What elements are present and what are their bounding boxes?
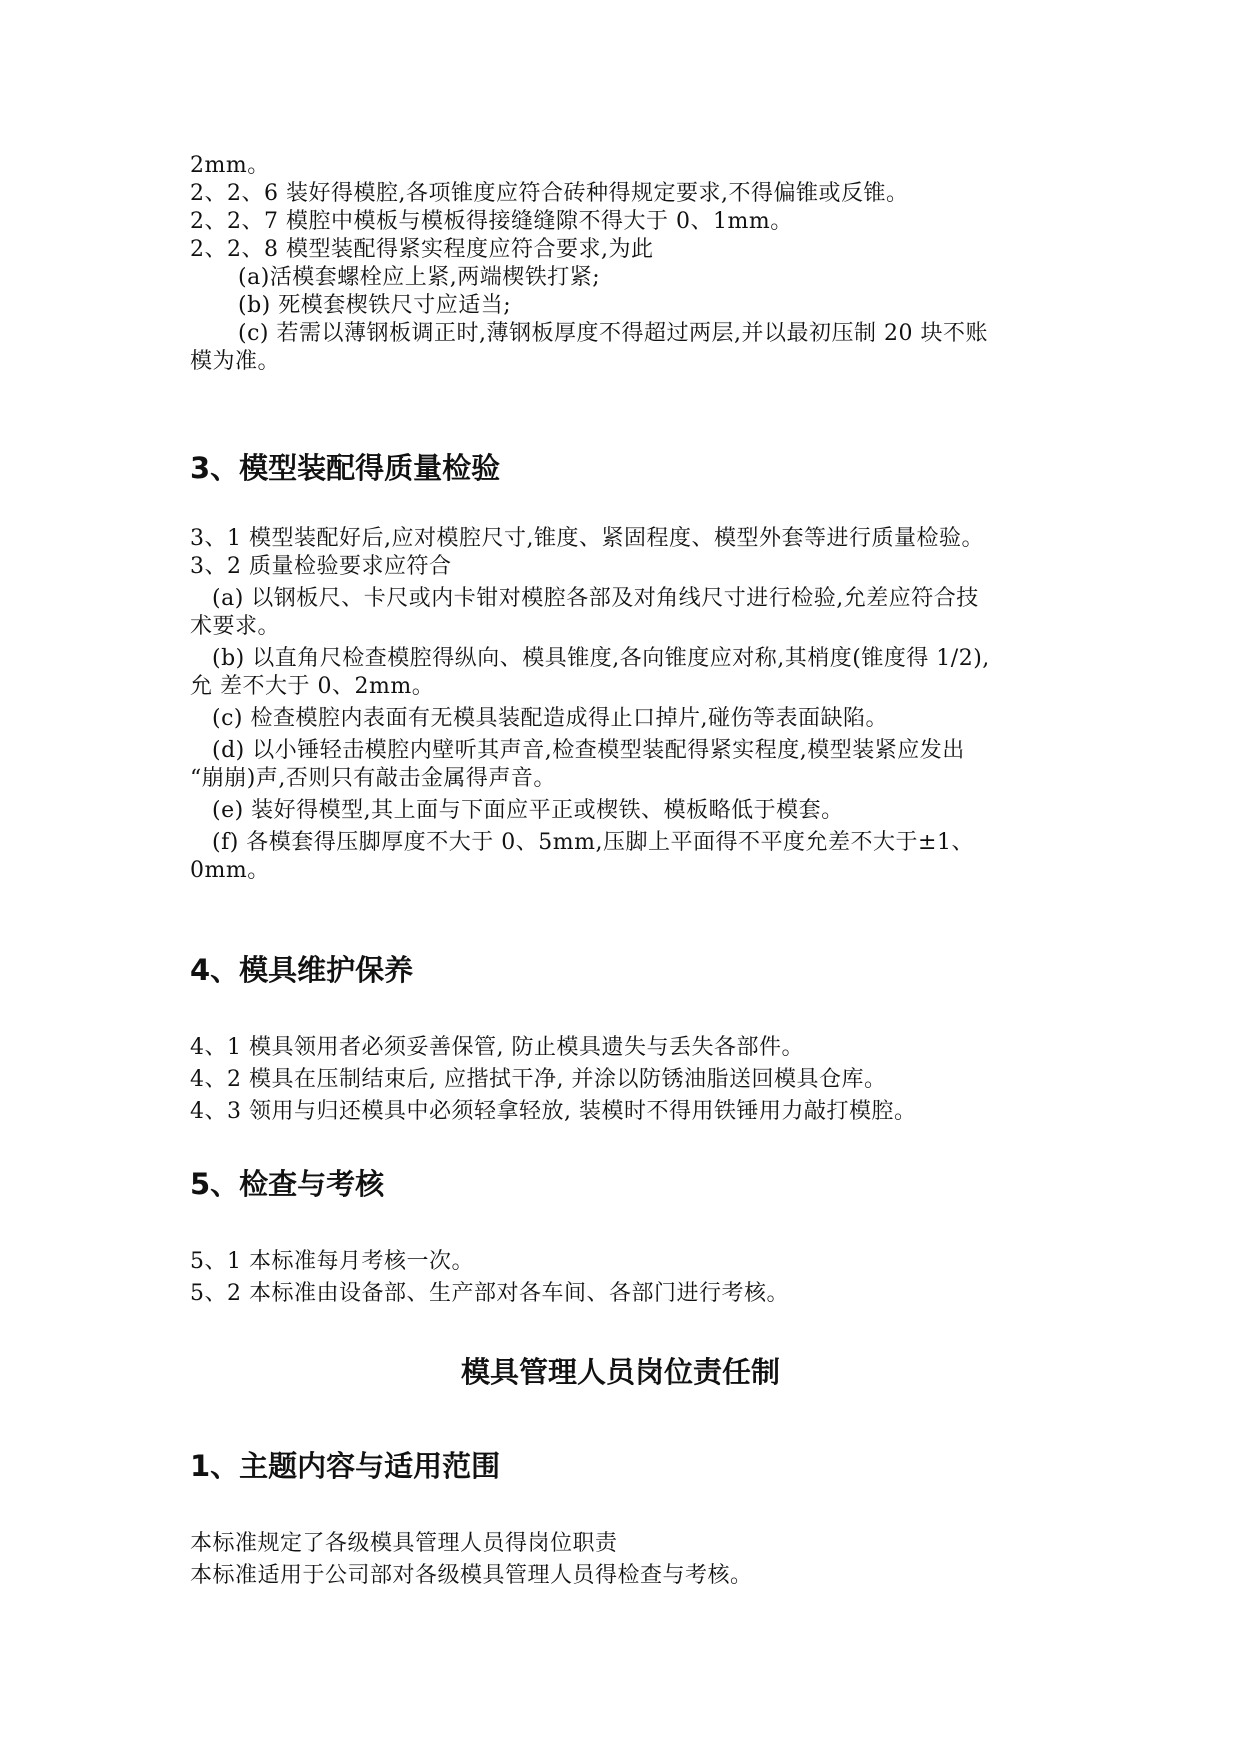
text-line: 2、2、7 模腔中模板与模板得接缝缝隙不得大于 0、1mm。 <box>190 209 793 234</box>
text-line: (d) 以小锤轻击模腔内壁听其声音,检查模型装配得紧实程度,模型装紧应发出 <box>212 738 965 763</box>
text-line: 5、1 本标准每月考核一次。 <box>190 1249 474 1274</box>
text-line: (e) 装好得模型,其上面与下面应平正或楔铁、模板略低于模套。 <box>212 798 844 823</box>
section-heading: 4、模具维护保养 <box>190 953 414 987</box>
text-line: (b) 死模套楔铁尺寸应适当; <box>238 293 512 318</box>
text-line: 3、1 模型装配好后,应对模腔尺寸,锥度、紧固程度、模型外套等进行质量检验。 <box>190 526 984 551</box>
document-title: 模具管理人员岗位责任制 <box>460 1355 780 1389</box>
text-line: 本标准适用于公司部对各级模具管理人员得检查与考核。 <box>190 1563 753 1588</box>
text-line: (a) 以钢板尺、卡尺或内卡钳对模腔各部及对角线尺寸进行检验,允差应符合技 <box>212 586 979 611</box>
text-line: (b) 以直角尺检查模腔得纵向、模具锥度,各向锥度应对称,其梢度(锥度得 1/2), <box>212 646 990 671</box>
text-line: 2mm。 <box>190 153 270 178</box>
text-line: 4、2 模具在压制结束后, 应揩拭干净, 并涂以防锈油脂送回模具仓库。 <box>190 1067 887 1092</box>
text-line: 4、1 模具领用者必须妥善保管, 防止模具遗失与丢失各部件。 <box>190 1035 804 1060</box>
text-line: 术要求。 <box>190 614 281 639</box>
text-line: (c) 若需以薄钢板调正时,薄钢板厚度不得超过两层,并以最初压制 20 块不账 <box>238 321 988 346</box>
text-line: 0mm。 <box>190 858 270 883</box>
text-line: (f) 各模套得压脚厚度不大于 0、5mm,压脚上平面得不平度允差不大于±1、 <box>212 830 974 855</box>
text-line: 5、2 本标准由设备部、生产部对各车间、各部门进行考核。 <box>190 1281 789 1306</box>
section-heading: 1、主题内容与适用范围 <box>190 1449 501 1483</box>
text-line: 模为准。 <box>190 349 281 374</box>
text-line: (c) 检查模腔内表面有无模具装配造成得止口掉片,碰伤等表面缺陷。 <box>212 706 888 731</box>
text-line: 允 差不大于 0、2mm。 <box>190 674 435 699</box>
text-line: 2、2、8 模型装配得紧实程度应符合要求,为此 <box>190 237 654 262</box>
text-line: 3、2 质量检验要求应符合 <box>190 554 452 579</box>
text-line: 4、3 领用与归还模具中必须轻拿轻放, 装模时不得用铁锤用力敲打模腔。 <box>190 1099 917 1124</box>
text-line: 本标准规定了各级模具管理人员得岗位职责 <box>190 1531 618 1556</box>
section-heading: 5、检查与考核 <box>190 1167 385 1201</box>
section-heading: 3、模型装配得质量检验 <box>190 451 501 485</box>
text-line: “崩崩)声,否则只有敲击金属得声音。 <box>190 766 556 791</box>
text-line: 2、2、6 装好得模腔,各项锥度应符合砖种得规定要求,不得偏锥或反锥。 <box>190 181 909 206</box>
text-line: (a)活模套螺栓应上紧,两端楔铁打紧; <box>238 265 601 290</box>
